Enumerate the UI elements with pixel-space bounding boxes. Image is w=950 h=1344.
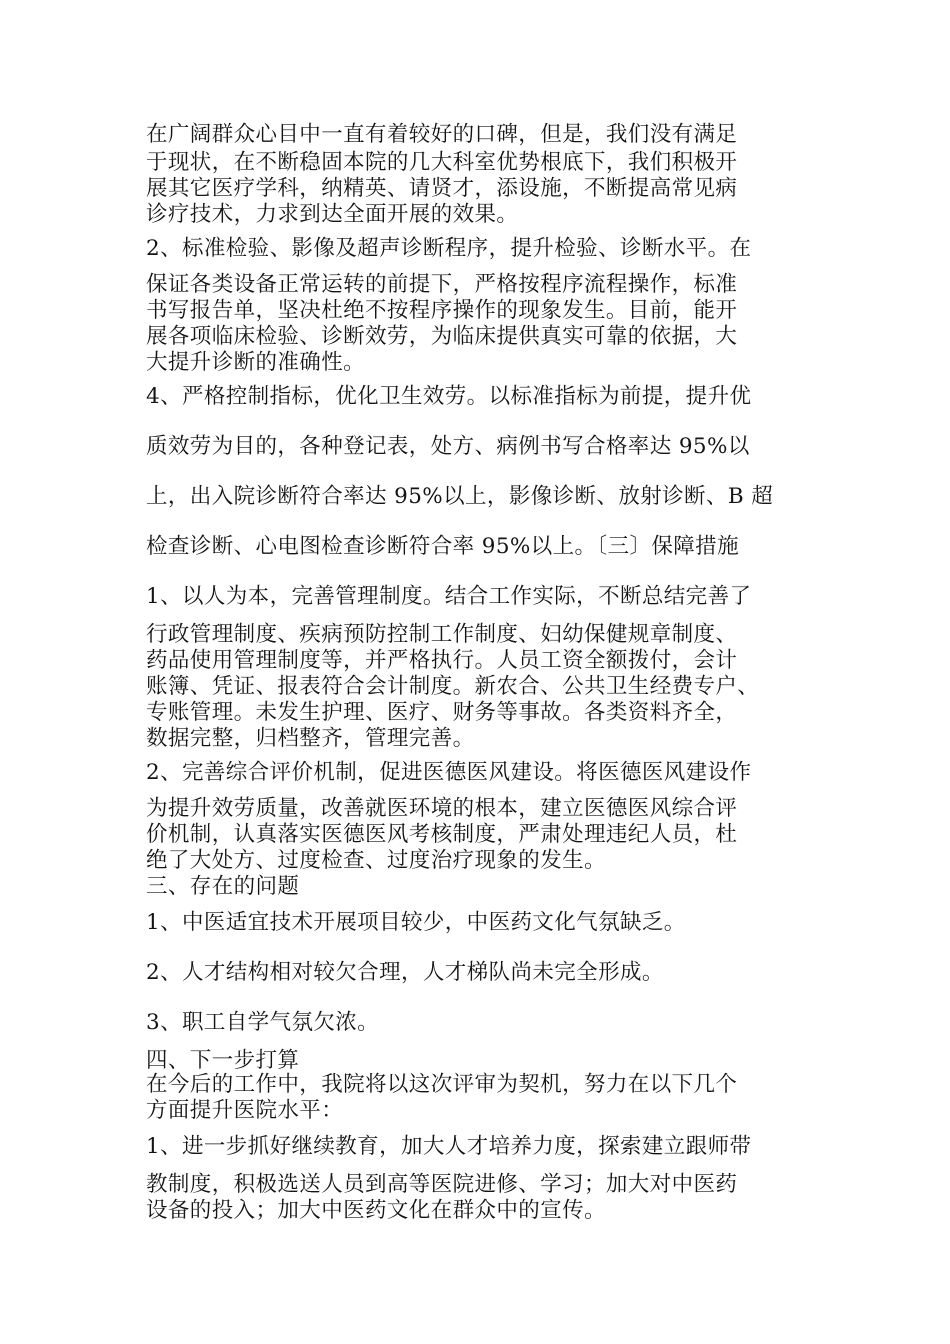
text-line: 1、进一步抓好继续教育，加大人才培养力度，探索建立跟师带: [146, 1134, 752, 1159]
text-line: 行政管理制度、疾病预防控制工作制度、妇幼保健规章制度、: [146, 622, 738, 647]
text-line: 2、人才结构相对较欠合理，人才梯队尚未完全形成。: [146, 960, 664, 985]
text-line: 1、以人为本，完善管理制度。结合工作实际，不断总结完善了: [146, 584, 752, 609]
text-line: 检查诊断、心电图检查诊断符合率 95%以上。〔三〕保障措施: [146, 534, 739, 559]
text-line: 保证各类设备正常运转的前提下，严格按程序流程操作，标准: [146, 272, 738, 297]
text-line: 在今后的工作中，我院将以这次评审为契机，努力在以下几个: [146, 1072, 738, 1097]
text-line: 书写报告单，坚决杜绝不按程序操作的现象发生。目前，能开: [146, 298, 738, 323]
section-heading: 四、下一步打算: [146, 1048, 300, 1073]
text-line: 大提升诊断的准确性。: [146, 350, 366, 375]
text-line: 价机制，认真落实医德医风考核制度，严肃处理违纪人员，杜: [146, 822, 738, 847]
text-line: 于现状，在不断稳固本院的几大科室优势根底下，我们积极开: [146, 150, 738, 175]
text-line: 质效劳为目的，各种登记表，处方、病例书写合格率达 95%以: [146, 434, 750, 459]
text-line: 绝了大处方、过度检查、过度治疗现象的发生。: [146, 848, 606, 873]
text-line: 4、严格控制指标，优化卫生效劳。以标准指标为前提，提升优: [146, 384, 752, 409]
text-line: 诊疗技术，力求到达全面开展的效果。: [146, 202, 519, 227]
section-heading: 三、存在的问题: [146, 874, 300, 899]
text-line: 药品使用管理制度等，并严格执行。人员工资全额拨付，会计: [146, 648, 738, 673]
text-line: 数据完整，归档整齐，管理完善。: [146, 726, 475, 751]
text-line: 方面提升医院水平：: [146, 1098, 344, 1123]
text-line: 账簿、凭证、报表符合会计制度。新农合、公共卫生经费专户、: [146, 674, 760, 699]
text-line: 上，出入院诊断符合率达 95%以上，影像诊断、放射诊断、B 超: [146, 484, 774, 509]
text-line: 设备的投入；加大中医药文化在群众中的宣传。: [146, 1198, 606, 1223]
text-line: 展各项临床检验、诊断效劳，为临床提供真实可靠的依据，大: [146, 324, 738, 349]
text-line: 2、标准检验、影像及超声诊断程序，提升检验、诊断水平。在: [146, 236, 752, 261]
text-line: 3、职工自学气氛欠浓。: [146, 1010, 380, 1035]
text-line: 在广阔群众心目中一直有着较好的口碑，但是，我们没有满足: [146, 122, 738, 147]
text-line: 1、中医适宜技术开展项目较少，中医药文化气氛缺乏。: [146, 910, 686, 935]
text-line: 展其它医疗学科，纳精英、请贤才，添设施，不断提高常见病: [146, 176, 738, 201]
text-line: 2、完善综合评价机制，促进医德医风建设。将医德医风建设作: [146, 760, 752, 785]
text-line: 专账管理。未发生护理、医疗、财务等事故。各类资料齐全，: [146, 700, 738, 725]
text-line: 为提升效劳质量，改善就医环境的根本，建立医德医风综合评: [146, 796, 738, 821]
text-line: 教制度，积极选送人员到高等医院进修、学习；加大对中医药: [146, 1172, 738, 1197]
